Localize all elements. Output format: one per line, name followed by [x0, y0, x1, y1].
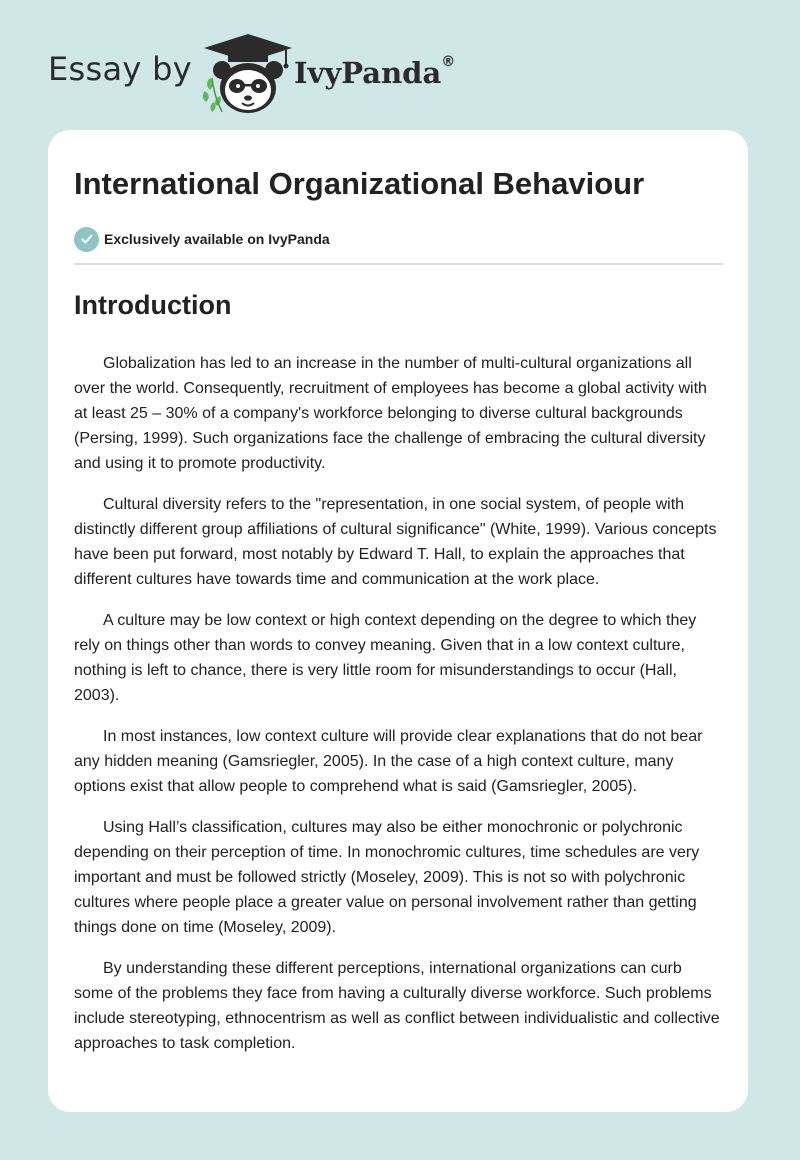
divider [74, 263, 723, 265]
paragraph: In most instances, low context culture will provide clear explanations that do not bear any hidden meaning (Gamsriegler, 2005). In the case of a high context culture, many options exist that allow people to comprehend what is said (Gamsriegler, 2005). [74, 728, 703, 795]
brand-name[interactable] [294, 56, 455, 90]
paragraph: Cultural diversity refers to the "representation, in one social system, of people with distinctly different group affiliations of cultural significance" (White, 1999). Various concepts have been put forward, most notably by Edward T. Hall, to explain the approaches that different cultures have towards time and communication at the work place. [74, 496, 717, 588]
panda-graduate-icon[interactable] [200, 32, 296, 116]
essay-content [74, 162, 723, 1056]
essay-by-label: Essay by [48, 50, 192, 88]
page-title: International Organizational Behaviour [74, 166, 645, 201]
paragraph: A culture may be low context or high context depending on the degree to which they rely on things other than words to convey meaning. Given that in a low context culture, nothing is left to chance, there is very little room for misunderstandings to occur (Hall, 2003). [74, 612, 697, 704]
exclusive-badge-label: Exclusively available on IvyPanda [104, 231, 330, 247]
paragraph: By understanding these different perceptions, international organizations can curb some of the problems they face from having a culturally diverse workforce. Such problems include stereotyping, ethnocentrism as well as conflict between individualistic and collective approaches to task completion. [74, 960, 720, 1052]
site-header [48, 26, 752, 116]
brand-name-text: IvyPanda [294, 56, 442, 90]
check-icon [74, 227, 99, 252]
essay-card [48, 130, 748, 1112]
registered-mark: ® [441, 54, 456, 70]
ivy-leaves-icon [203, 78, 221, 112]
exclusive-badge [74, 226, 723, 252]
paragraph: Globalization has led to an increase in the number of multi-cultural organizations all over the world. Consequently, recruitment of employees has become a global activity with at least 25 – 30% of a company's workforce belonging to diverse cultural backgrounds (Persing, 1999). Such organizations face the challenge of embracing the cultural diversity and using it to promote productivity. [74, 355, 707, 472]
section-heading: Introduction [74, 290, 232, 320]
paragraph: Using Hall’s classification, cultures may also be either monochronic or polychronic depending on their perception of time. In monochromic cultures, time schedules are very important and must be followed strictly (Moseley, 2009). This is not so with polychronic cultures where people place a greater value on personal involvement rather than getting things done on time (Moseley, 2009). [74, 819, 700, 936]
